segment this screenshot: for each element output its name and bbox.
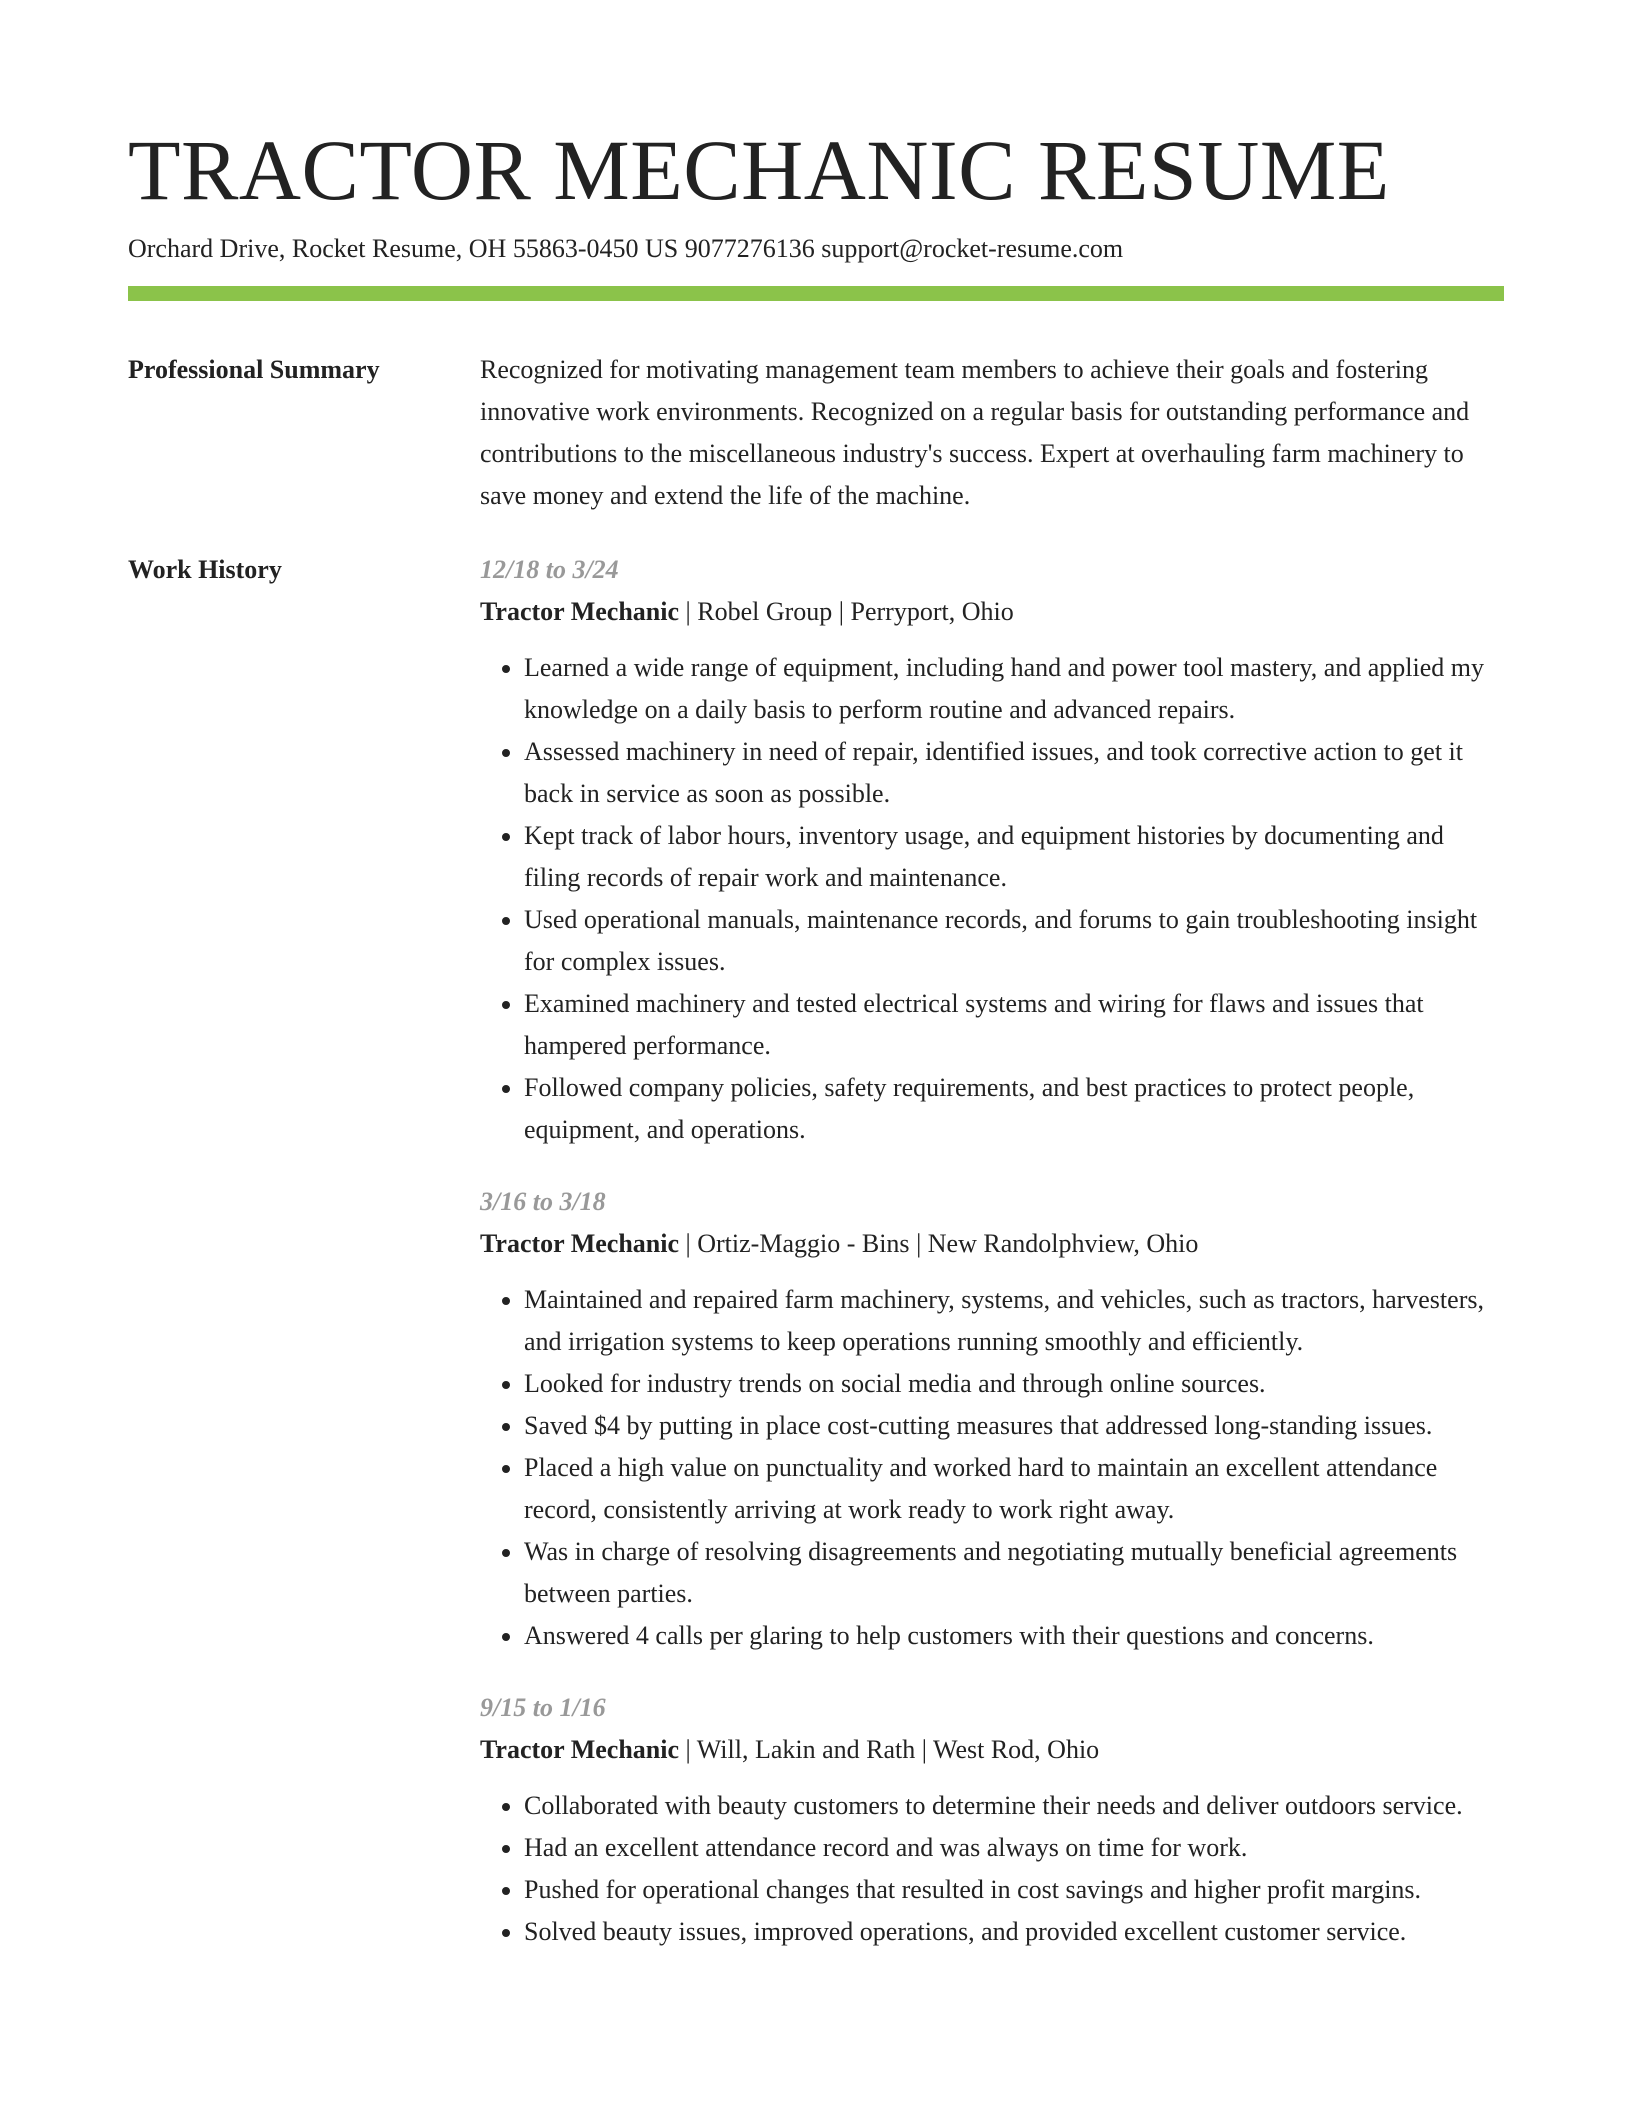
job-bullet: • Collaborated with beauty customers to determine their needs and deliver outdoors service.: [524, 1785, 1504, 1827]
job-bullet: • Had an excellent attendance record and was always on time for work.: [524, 1827, 1504, 1869]
resume-page: [128, 0, 1504, 1983]
work-history-body: [480, 549, 1504, 1983]
job-bullet: • Solved beauty issues, improved operations, and provided excellent customer service.: [524, 1911, 1504, 1953]
summary-body: [480, 349, 1504, 517]
job-bullet: • Was in charge of resolving disagreements and negotiating mutually beneficial agreements between parties.: [524, 1531, 1504, 1615]
job-bullet: • Placed a high value on punctuality and worked hard to maintain an excellent attendance record, consistently arriving at work ready to work right away.: [524, 1447, 1504, 1531]
contact-line: Orchard Drive, Rocket Resume, OH 55863-0450 US 9077276136 support@rocket-resume.com: [128, 234, 1124, 263]
header-accent-rule: [128, 286, 1504, 301]
job-header: [480, 591, 1504, 633]
job-entry: [480, 549, 1504, 1151]
resume-title: TRACTOR MECHANIC RESUME: [128, 122, 1390, 218]
job-bullet: • Pushed for operational changes that resulted in cost savings and higher profit margins.: [524, 1869, 1504, 1911]
job-separator: |: [915, 1735, 933, 1764]
job-company: Ortiz-Maggio - Bins: [697, 1229, 910, 1258]
work-history-section: [128, 549, 1504, 1983]
job-bullet-list: [480, 1279, 1504, 1657]
job-separator: |: [909, 1229, 928, 1258]
job-bullet: • Assessed machinery in need of repair, identified issues, and took corrective action to get it back in service as soon as possible.: [524, 731, 1504, 815]
job-header: [480, 1729, 1504, 1771]
job-location: New Randolphview, Ohio: [927, 1229, 1199, 1258]
job-bullet: • Looked for industry trends on social media and through online sources.: [524, 1363, 1504, 1405]
job-bullet: • Followed company policies, safety requirements, and best practices to protect people, equipment, and operations.: [524, 1067, 1504, 1151]
job-dates: 3/16 to 3/18: [480, 1187, 606, 1216]
job-company: Robel Group: [697, 597, 833, 626]
job-separator: |: [679, 1735, 697, 1764]
job-entry: [480, 1687, 1504, 1953]
job-bullet: • Maintained and repaired farm machinery, systems, and vehicles, such as tractors, harvesters, and irrigation systems to keep operations running smoothly and efficiently.: [524, 1279, 1504, 1363]
job-bullet: • Used operational manuals, maintenance records, and forums to gain troubleshooting insight for complex issues.: [524, 899, 1504, 983]
job-bullet: • Examined machinery and tested electrical systems and wiring for flaws and issues that hampered performance.: [524, 983, 1504, 1067]
job-bullet: • Kept track of labor hours, inventory usage, and equipment histories by documenting and filing records of repair work and maintenance.: [524, 815, 1504, 899]
section-label-work-history: Work History: [128, 555, 282, 584]
job-bullet-list: [480, 647, 1504, 1151]
job-separator: |: [832, 597, 851, 626]
job-dates: 9/15 to 1/16: [480, 1693, 606, 1722]
job-title: Tractor Mechanic: [480, 1229, 680, 1258]
job-company: Will, Lakin and Rath: [696, 1735, 916, 1764]
section-label-summary: Professional Summary: [128, 355, 380, 384]
job-header: [480, 1223, 1504, 1265]
job-dates: 12/18 to 3/24: [480, 555, 619, 584]
job-bullet-list: [480, 1785, 1504, 1953]
summary-text: Recognized for motivating management team members to achieve their goals and fostering innovative work environments. Recognized on a regular basis for outstanding performance and contributions to the miscellaneous industry's success. Expert at overhauling farm machinery to save money and extend the life of the machine.: [480, 355, 1470, 510]
job-bullet: • Saved $4 by putting in place cost-cutting measures that addressed long-standing issues.: [524, 1405, 1504, 1447]
job-bullet: • Answered 4 calls per glaring to help customers with their questions and concerns.: [524, 1615, 1504, 1657]
job-bullet: • Learned a wide range of equipment, including hand and power tool mastery, and applied my knowledge on a daily basis to perform routine and advanced repairs.: [524, 647, 1504, 731]
job-location: Perryport, Ohio: [850, 597, 1014, 626]
job-location: West Rod, Ohio: [933, 1735, 1100, 1764]
job-title: Tractor Mechanic: [480, 597, 680, 626]
professional-summary-section: [128, 349, 1504, 517]
job-title: Tractor Mechanic: [480, 1735, 680, 1764]
job-separator: |: [679, 597, 698, 626]
job-entry: [480, 1181, 1504, 1657]
job-separator: |: [679, 1229, 698, 1258]
